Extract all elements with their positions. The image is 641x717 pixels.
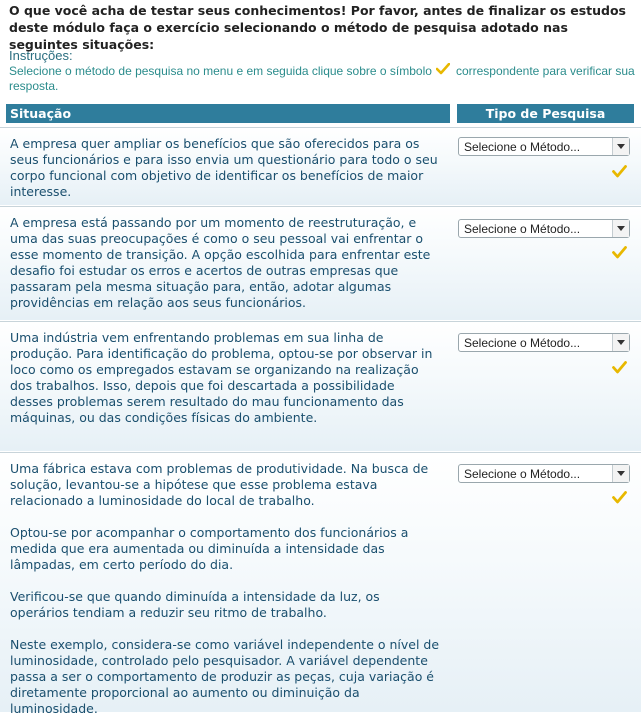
- situation-row-4: [0, 453, 641, 716]
- instructions-text-before: Selecione o método de pesquisa no menu e em seguida clique sobre o símbolo: [9, 64, 432, 78]
- check-answer-icon[interactable]: [612, 359, 627, 378]
- situation-text: [10, 461, 440, 717]
- situation-paragraph: Uma fábrica estava com problemas de produtividade. Na busca de solução, levantou-se a hipótese que esse problema estava relacionado a luminosidade do local de trabalho.: [10, 461, 429, 508]
- intro-text: O que você acha de testar seus conhecimentos! Por favor, antes de finalizar os estudos deste módulo faça o exercício selecionando o método de pesquisa adotado nas seguintes situações:: [9, 3, 626, 52]
- situation-row-1: [0, 128, 641, 205]
- situation-paragraph: A empresa quer ampliar os benefícios que são oferecidos para os seus funcionários e para isso envia um questionário para todo o seu corpo funcional com objetivo de identificar os benefícios de maior interesse.: [10, 136, 438, 199]
- method-select-value: Selecione o Método...: [464, 140, 581, 154]
- check-answer-icon[interactable]: [612, 489, 627, 508]
- method-select[interactable]: [458, 219, 630, 238]
- situation-paragraph: Uma indústria vem enfrentando problemas em sua linha de produção. Para identificação do problema, optou-se por observar in loco como os empregados estavam se organizando na realização dos trabalhos. Isso, depois que foi descartada a possibilidade desses problemas serem resultado do mau funcionamento das máquinas, ou das condições físicas do ambiente.: [10, 330, 433, 425]
- column-header-tipo-pesquisa: Tipo de Pesquisa: [457, 104, 634, 123]
- situation-text: [10, 136, 440, 200]
- check-answer-icon[interactable]: [612, 244, 627, 263]
- situation-text: [10, 330, 440, 426]
- situation-text: [10, 215, 440, 311]
- situation-paragraph: Optou-se por acompanhar o comportamento dos funcionários a medida que era aumentada ou diminuída a intensidade das lâmpadas, em certo período do dia.: [10, 525, 409, 572]
- check-icon: [436, 63, 450, 79]
- chevron-down-icon[interactable]: [612, 220, 629, 237]
- method-select-value: Selecione o Método...: [464, 222, 581, 236]
- instructions-body: [9, 63, 639, 94]
- instructions: [9, 48, 639, 94]
- situation-paragraph: A empresa está passando por um momento de reestruturação, e uma das suas preocupações é como o seu pessoal vai enfrentar o esse momento de transição. A opção escolhida para enfrentar este desafio foi estudar os erros e acertos de outras empresas que passaram pela mesma situação para, então, adotar algumas providências em relação aos seus funcionários.: [10, 215, 431, 310]
- situation-row-3: [0, 322, 641, 451]
- instructions-text-after: correspondente para verificar sua resposta.: [9, 64, 635, 93]
- method-select[interactable]: [458, 333, 630, 352]
- check-answer-icon[interactable]: [612, 163, 627, 182]
- column-header-situacao: Situação: [6, 104, 450, 123]
- situation-paragraph: Verificou-se que quando diminuída a intensidade da luz, os operários tendiam a reduzir seu ritmo de trabalho.: [10, 589, 380, 620]
- chevron-down-icon[interactable]: [612, 334, 629, 351]
- chevron-down-icon[interactable]: [612, 465, 629, 482]
- method-select-value: Selecione o Método...: [464, 467, 581, 481]
- method-select-value: Selecione o Método...: [464, 336, 581, 350]
- instructions-title: Instruções:: [9, 48, 73, 63]
- situation-row-2: [0, 207, 641, 320]
- situation-paragraph: Neste exemplo, considera-se como variável independente o nível de luminosidade, controlado pelo pesquisador. A variável dependente passa a ser o comportamento de produzir as peças, cuja variação é diretamente proporcional ao aumento ou diminuição da luminosidade.: [10, 637, 440, 716]
- method-select[interactable]: [458, 464, 630, 483]
- method-select[interactable]: [458, 137, 630, 156]
- chevron-down-icon[interactable]: [612, 138, 629, 155]
